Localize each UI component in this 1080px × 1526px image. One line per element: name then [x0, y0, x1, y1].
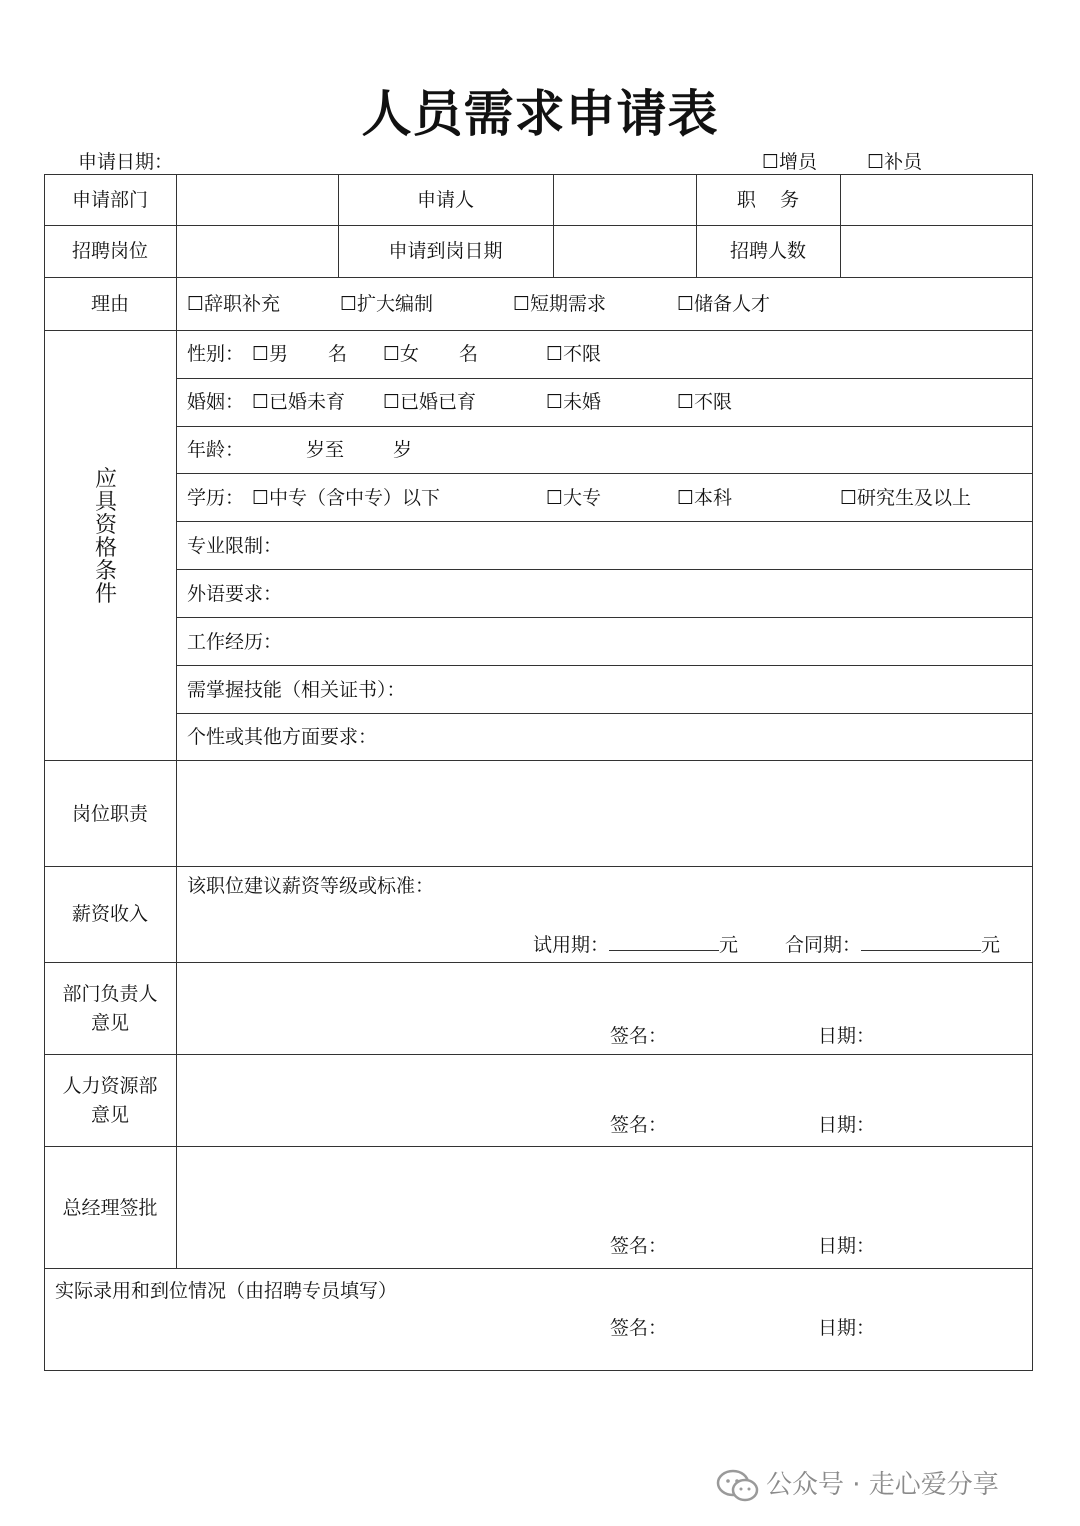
reason-label: 理由 [90, 293, 129, 315]
gender-label: 性别： [187, 343, 245, 365]
add-staff-checkbox[interactable]: ☐增员 [762, 151, 818, 173]
edu-college-checkbox[interactable]: ☐大专 [546, 487, 602, 509]
age-unit-label: 岁 [393, 439, 413, 461]
gender-female-checkbox[interactable]: ☐女 [383, 343, 420, 365]
dept-head-sign-label: 签名： [610, 1025, 668, 1047]
skills-label: 需掌握技能（相关证书）： [187, 679, 406, 701]
post-input[interactable] [180, 230, 334, 272]
qualifications-label: 应具资格条件 [94, 467, 117, 607]
reason-shortterm-checkbox[interactable]: ☐短期需求 [513, 293, 607, 315]
watermark-text: 公众号 · 走心爱分享 [766, 1470, 999, 1500]
actual-hiring-label: 实际录用和到位情况（由招聘专员填写） [55, 1280, 398, 1302]
marriage-single-checkbox[interactable]: ☐未婚 [546, 391, 602, 413]
wechat-icon [716, 1469, 760, 1503]
salary-standard-label: 该职位建议薪资等级或标准： [187, 875, 435, 897]
hr-date-label: 日期： [818, 1114, 876, 1136]
contract-amount-field[interactable] [861, 930, 981, 951]
position-input[interactable] [844, 180, 1029, 222]
language-label: 外语要求： [187, 583, 283, 605]
dept-head-label-line1: 部门负责人 [62, 983, 158, 1005]
gm-sign-label: 签名： [610, 1235, 668, 1257]
marriage-label: 婚姻： [187, 391, 245, 413]
dept-input[interactable] [180, 180, 334, 222]
marriage-married-child-checkbox[interactable]: ☐已婚已育 [383, 391, 477, 413]
hr-label-line2: 意见 [90, 1104, 129, 1126]
probation-amount-field[interactable] [609, 930, 719, 951]
probation-unit: 元 [719, 934, 739, 956]
reason-resign-checkbox[interactable]: ☐辞职补充 [187, 293, 281, 315]
gm-date-label: 日期： [818, 1235, 876, 1257]
applicant-input[interactable] [557, 180, 692, 222]
contract-salary [785, 930, 1000, 957]
age-label: 年龄： [187, 439, 245, 461]
duties-input[interactable] [180, 765, 1029, 862]
edu-bachelor-checkbox[interactable]: ☐本科 [677, 487, 733, 509]
dept-head-date-label: 日期： [818, 1025, 876, 1047]
major-label: 专业限制： [187, 535, 283, 557]
arrival-date-input[interactable] [557, 230, 692, 272]
experience-label: 工作经历： [187, 631, 283, 653]
post-label: 招聘岗位 [71, 240, 148, 262]
edu-graduate-checkbox[interactable]: ☐研究生及以上 [840, 487, 972, 509]
gm-label: 总经理签批 [62, 1197, 158, 1219]
contract-unit: 元 [981, 934, 1001, 956]
page-title: 人员需求申请表 [361, 85, 719, 143]
replace-staff-checkbox[interactable]: ☐补员 [867, 151, 923, 173]
reason-reserve-checkbox[interactable]: ☐储备人才 [677, 293, 771, 315]
reason-expand-checkbox[interactable]: ☐扩大编制 [340, 293, 434, 315]
age-to-label: 岁至 [306, 439, 345, 461]
applicant-label: 申请人 [416, 189, 474, 211]
dept-label: 申请部门 [71, 189, 148, 211]
dept-head-label-line2: 意见 [90, 1012, 129, 1034]
education-label: 学历： [187, 487, 245, 509]
probation-salary [533, 930, 738, 957]
edu-secondary-checkbox[interactable]: ☐中专（含中专）以下 [252, 487, 441, 509]
apply-date-label: 申请日期： [78, 151, 174, 173]
arrival-date-label: 申请到岗日期 [388, 240, 503, 262]
gender-any-checkbox[interactable]: ☐不限 [546, 343, 602, 365]
hire-count-label: 招聘人数 [729, 240, 806, 262]
duties-label: 岗位职责 [71, 803, 148, 825]
gender-female-unit: 名 [459, 343, 479, 365]
contract-label: 合同期： [785, 934, 862, 956]
marriage-any-checkbox[interactable]: ☐不限 [677, 391, 733, 413]
personality-label: 个性或其他方面要求： [187, 726, 378, 748]
hr-label-line1: 人力资源部 [62, 1075, 158, 1097]
gender-male-checkbox[interactable]: ☐男 [252, 343, 289, 365]
hr-sign-label: 签名： [610, 1114, 668, 1136]
hire-count-input[interactable] [844, 230, 1029, 272]
marriage-married-nochild-checkbox[interactable]: ☐已婚未育 [252, 391, 346, 413]
gender-male-unit: 名 [328, 343, 348, 365]
salary-label: 薪资收入 [71, 903, 148, 925]
position-label: 职 务 [736, 189, 800, 211]
watermark [716, 1464, 999, 1503]
probation-label: 试用期： [533, 934, 610, 956]
actual-date-label: 日期： [818, 1317, 876, 1339]
actual-sign-label: 签名： [610, 1317, 668, 1339]
request-type [762, 147, 966, 174]
